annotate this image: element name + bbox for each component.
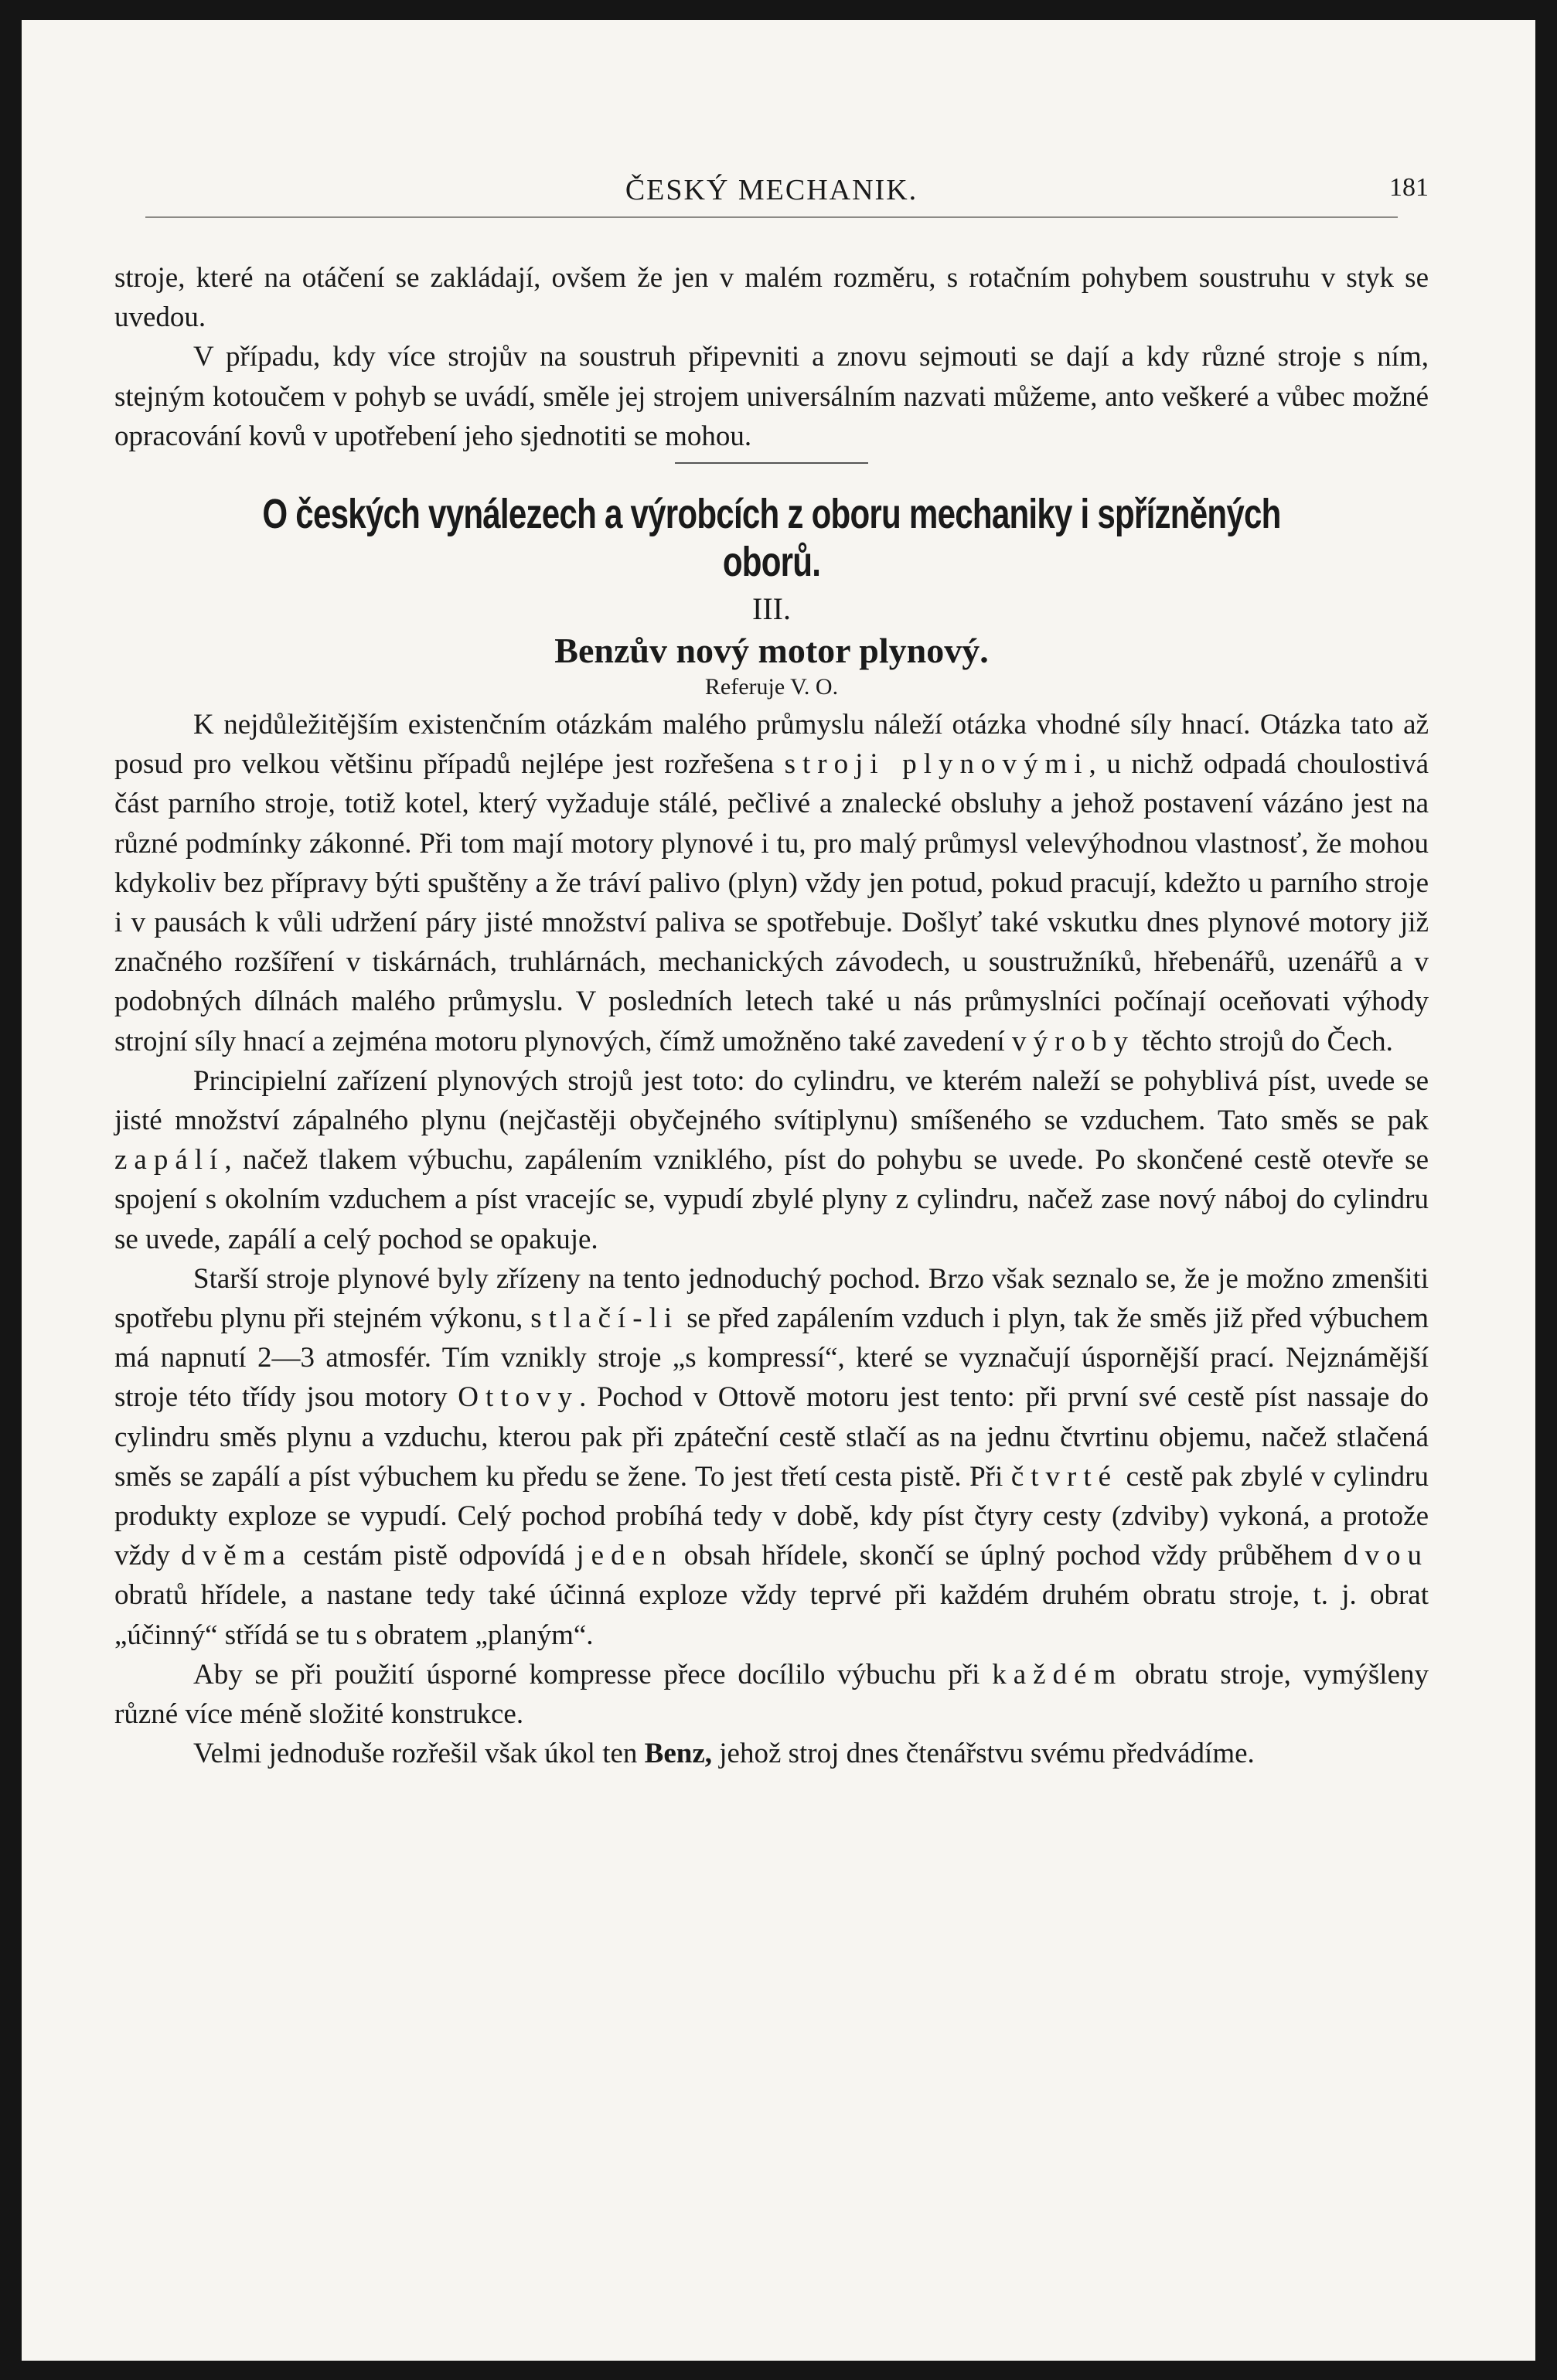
paragraph-4 — [114, 1655, 1429, 1734]
text-run: těchto strojů do Čech. — [1134, 1025, 1393, 1057]
spaced-emphasis: zapálí — [114, 1144, 225, 1176]
section-divider — [675, 462, 868, 464]
intro-paragraph-continued: stroje, které na otáčení se zakládají, ovšem že jen v malém rozměru, s rotačním pohybem soustruhu v styk se uvedou. — [114, 262, 1429, 334]
spaced-emphasis: stroji plynovými — [784, 748, 1089, 781]
paragraph-3 — [114, 1259, 1429, 1655]
text-run: jehož stroj dnes čtenářstvu svému předvádíme. — [712, 1738, 1255, 1770]
running-header — [114, 173, 1429, 216]
spaced-emphasis: stlačí-li — [530, 1302, 680, 1335]
paragraph-2 — [114, 1061, 1429, 1259]
spaced-emphasis: každém — [992, 1658, 1123, 1691]
text-run: cestě pak zbylé v cylindru produkty exploze se vypudí. Celý pochod probíhá tedy v době, kdy píst čtyry cesty (zdviby) vykoná, a protože vždy — [114, 1460, 1429, 1572]
section-numeral: III. — [752, 591, 791, 627]
text-run: Aby se při použití úsporné kompresse přece docílilo výbuchu při — [193, 1658, 993, 1691]
header-rule — [145, 216, 1398, 218]
spaced-emphasis: čtvrté — [1010, 1460, 1119, 1493]
text-run: Principielní zařízení plynových strojů jest toto: do cylindru, ve kterém naleží se pohyblivá píst, uvede se jisté množství zápalného plynu (nejčastěji obyčejného svítiplynu) smíšeného se vzduchem. Tato směs se pak — [114, 1064, 1429, 1137]
spaced-emphasis: výroby — [1012, 1025, 1135, 1057]
article-subtitle: Benzův nový motor plynový. — [554, 631, 989, 671]
intro-paragraph: V případu, kdy více strojův na soustruh připevniti a znovu sejmouti se dají a kdy různé stroje s ním, stejným kotoučem v pohyb se uvádí, směle jej strojem universálním nazvati můžeme, anto veškeré a vůbec možné opracování kovů v upotřebení jeho sjednotiti se mohou. — [114, 341, 1429, 452]
text-run: obratů hřídele, a nastane tedy také účinná exploze vždy teprvé při každém druhém obratu stroje, t. j. obrat „účinný“ střídá se tu s obratem „planým“. — [114, 1579, 1429, 1651]
byline: Referuje V. O. — [704, 674, 839, 700]
book-page — [22, 20, 1535, 2361]
running-title: ČESKÝ MECHANIK. — [625, 174, 918, 206]
spaced-emphasis: dvěma — [181, 1540, 292, 1572]
text-run: , u nichž odpadá choulostivá část parního stroje, totiž kotel, který vyžaduje stálé, pečlivé a znalecké obsluhy a jehož postavení vázáno jest na různé podmínky zákonné. Při tom mají motory plynové i tu, pro malý průmysl velevýhodnou vlastnosť, že mohou kdykoliv bez přípravy býti spuštěny a že tráví palivo (plyn) vždy jen potud, pokud pracují, kdežto u parního stroje i v pausách k vůli udržení páry jisté množství paliva se spotřebuje. Došlyť také vskutku dnes plynové motory již značného rozšíření v tiskárnách, truhlárnách, mechanických závodech, u soustružníků, hřebenářů, uzenářů a v podobných dílnách malého průmyslu. V posledních letech také u nás průmyslníci počínají oceňovati výhody strojní síly hnací a zejména motoru plynových, čímž umožněno také zavedení — [114, 748, 1429, 1057]
text-run: . Pochod v Ottově motoru jest tento: při první své cestě píst nassaje do cylindru směs plynu a vzduchu, kterou pak při zpáteční cestě stlačí as na jednu čtvrtinu objemu, načež stlačená směs se zapálí a píst výbuchem ku předu se žene. To jest třetí cesta pistě. Při — [114, 1381, 1429, 1493]
page-content — [114, 173, 1429, 1774]
text-run: obratu stroje, vymýšleny různé více méně složité konstrukce. — [114, 1658, 1429, 1731]
text-run: K nejdůležitějším existenčním otázkám malého průmyslu náleží otázka vhodné síly hnací. Otázka tato až posud pro velkou většinu případů nejlépe jest rozřešena — [114, 709, 1429, 781]
text-run: obsah hřídele, skončí se úplný pochod vždy průběhem — [673, 1540, 1344, 1572]
page-number: 181 — [1389, 173, 1429, 202]
article-heading: O českých vynálezech a výrobcích z oboru mechaniky i spřízněných oborů. — [262, 491, 1281, 586]
spaced-emphasis: jeden — [576, 1540, 673, 1572]
text-run: cestám pistě odpovídá — [291, 1540, 577, 1572]
paragraph-1 — [114, 705, 1429, 1061]
text-run: se před zapálením vzduch i plyn, tak že směs již před výbuchem má napnutí 2—3 atmosfér. Tím vznikly stroje „s kompressí“, které se vyznačují úspornější prací. Nejznámější stroje této třídy jsou motory — [114, 1302, 1429, 1414]
spaced-emphasis: dvou — [1344, 1540, 1429, 1572]
paragraph-5 — [114, 1734, 1429, 1773]
text-run: Starší stroje plynové byly zřízeny na tento jednoduchý pochod. Brzo však seznalo se, že je možno zmenšiti spotřebu plynu při stejném výkonu, — [114, 1262, 1429, 1335]
bold-name: Benz, — [644, 1738, 713, 1770]
text-run: Velmi jednoduše rozřešil však úkol ten — [193, 1738, 645, 1770]
spaced-emphasis: Ottovy — [458, 1381, 580, 1414]
text-run: , načež tlakem výbuchu, zapálením vzniklého, píst do pohybu se uvede. Po skončené cestě otevře se spojení s okolním vzduchem a píst vracejíc se, vypudí zbylé plyny z cylindru, načež zase nový náboj do cylindru se uvede, zapálí a celý pochod se opakuje. — [114, 1144, 1429, 1255]
